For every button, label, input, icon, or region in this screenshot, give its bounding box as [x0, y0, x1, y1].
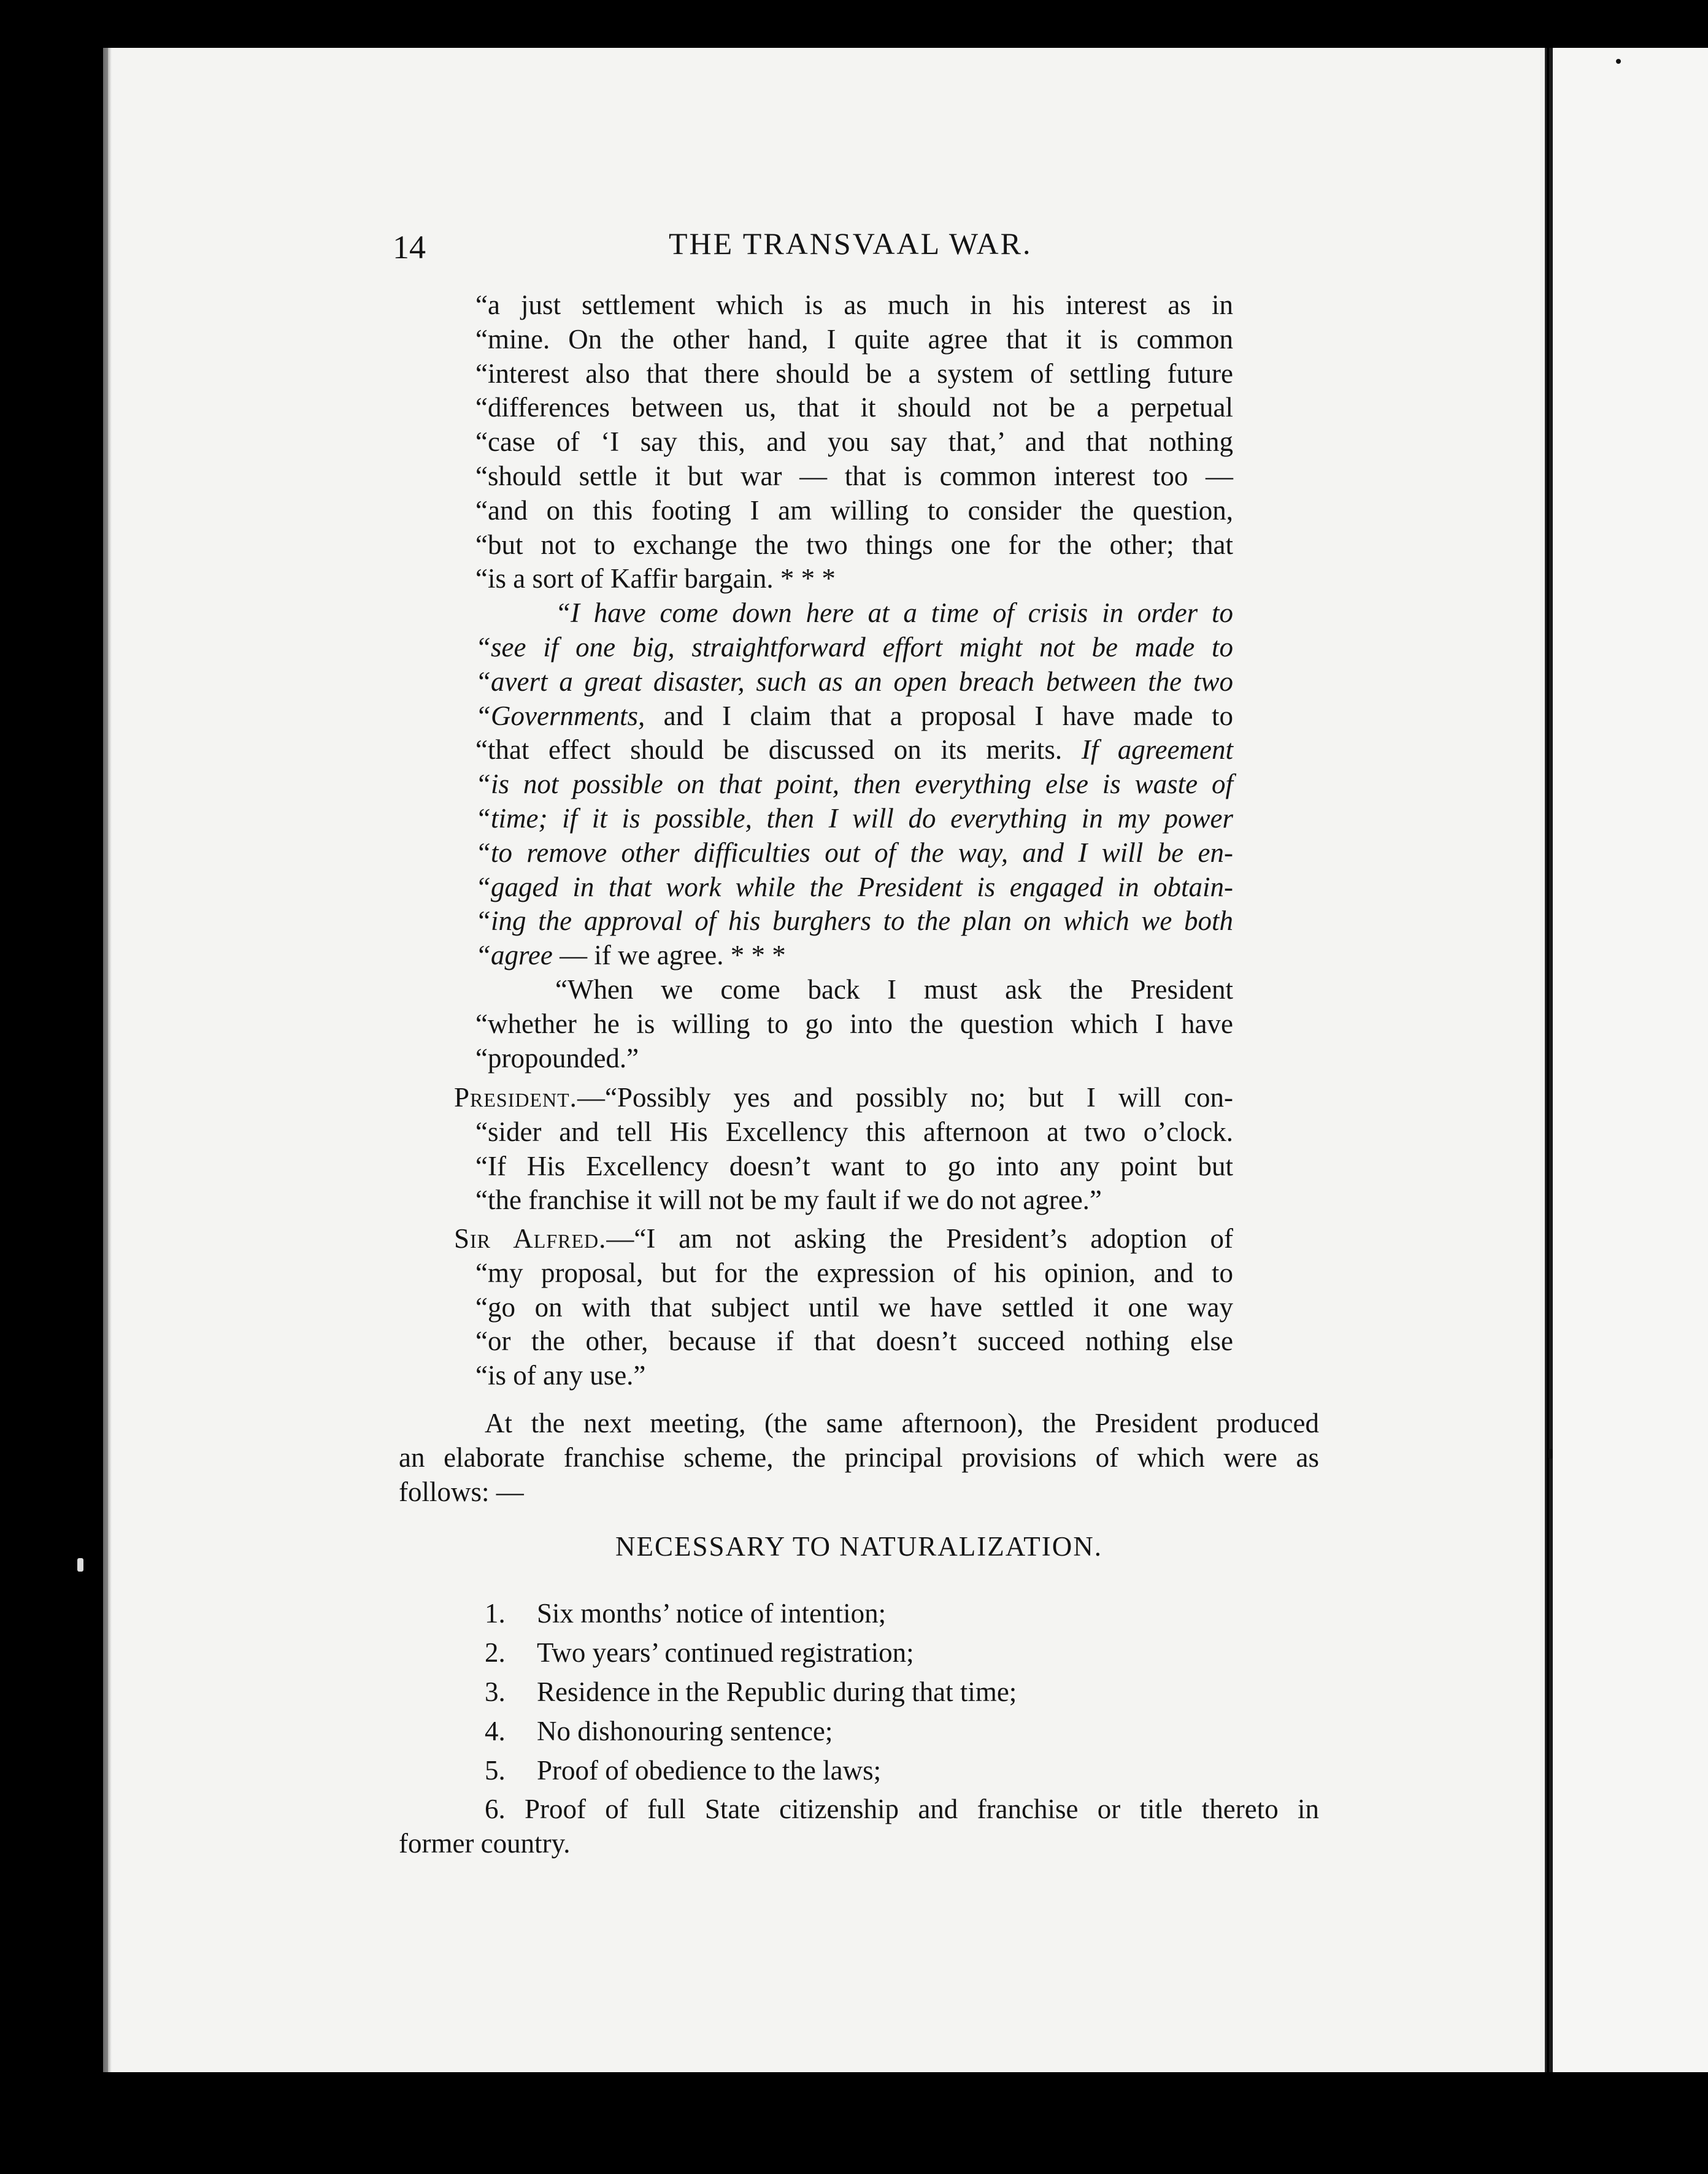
text-line: 6. Proof of full State citizenship and franchise or title thereto in	[485, 1794, 1319, 1824]
text-line: “ing the approval of his burghers to the plan on which we both	[475, 905, 1233, 937]
text-line: “whether he is willing to go into the question which I have	[475, 1008, 1233, 1039]
sir-alfred-reply	[454, 1222, 1233, 1393]
list-item	[485, 1672, 1017, 1711]
text-line: “should settle it but war — that is common interest too —	[475, 460, 1233, 491]
item-text: Six months’ notice of intention;	[537, 1598, 887, 1629]
section-heading: NECESSARY TO NATURALIZATION.	[615, 1531, 1102, 1562]
text-line	[475, 699, 1233, 734]
speaker-name: President.	[454, 1082, 577, 1113]
speaker-name: Sir Alfred.	[454, 1223, 607, 1254]
meeting-paragraph	[399, 1405, 1319, 1507]
text-line: “the franchise it will not be my fault if we do not agree.”	[475, 1185, 1102, 1216]
list-item	[485, 1633, 1017, 1672]
item-text: Two years’ continued registration;	[537, 1637, 914, 1668]
text-line: At the next meeting, (the same afternoon), the President produced	[485, 1408, 1319, 1438]
italic-text: “Governments,	[475, 700, 645, 731]
text-line: “a just settlement which is as much in his interest as in	[475, 290, 1233, 320]
roman-text: and I claim that a proposal I have made to	[645, 700, 1233, 731]
ink-speck	[77, 1558, 83, 1572]
text-line: “or the other, because if that doesn’t succeed nothing else	[475, 1326, 1233, 1357]
roman-text: “that effect should be discussed on its merits.	[475, 734, 1082, 766]
provisions-list	[485, 1594, 1017, 1790]
roman-text: — if we agree. * * *	[552, 940, 786, 971]
text-line: “case of ‘I say this, and you say that,’ and that nothing	[475, 426, 1233, 458]
text-line: “I have come down here at a time of crisis in order to	[555, 597, 1233, 629]
text-line: “but not to exchange the two things one for the other; that	[475, 529, 1233, 560]
president-reply	[454, 1081, 1233, 1218]
italic-text: If agreement	[1081, 734, 1234, 766]
item-number: 3.	[485, 1677, 506, 1707]
page-gutter	[1540, 48, 1547, 2072]
text-line: “differences between us, that it should not be a perpetual	[475, 392, 1233, 423]
ink-speck	[1616, 59, 1621, 64]
item-text: No dishonouring sentence;	[537, 1716, 833, 1746]
roman-text: —“Possibly yes and possibly no; but I will con-	[577, 1082, 1233, 1113]
page-number: 14	[393, 229, 426, 266]
list-item	[485, 1751, 1017, 1790]
text-line: “mine. On the other hand, I quite agree that it is common	[475, 323, 1233, 355]
text-line: “avert a great disaster, such as an open breach between the two	[475, 666, 1233, 697]
text-line: follows: —	[399, 1476, 524, 1507]
facing-page-edge	[1549, 48, 1708, 2072]
quoted-speech	[475, 288, 1233, 1075]
text-line	[454, 1222, 1233, 1256]
provision-six	[399, 1790, 1319, 1859]
item-number: 5.	[485, 1755, 506, 1786]
running-title: THE TRANSVAAL WAR.	[669, 226, 1033, 261]
text-line: “is a sort of Kaffir bargain. * * *	[475, 563, 836, 594]
text-line	[454, 1081, 1233, 1115]
text-line: “When we come back I must ask the President	[555, 974, 1233, 1005]
text-line: “sider and tell His Excellency this afternoon at two o’clock.	[475, 1116, 1233, 1147]
text-line: “interest also that there should be a system of settling future	[475, 358, 1233, 389]
text-line: “go on with that subject until we have settled it one way	[475, 1291, 1233, 1323]
text-line	[475, 939, 1233, 973]
text-line: “If His Excellency doesn’t want to go into any point but	[475, 1150, 1233, 1181]
text-line: “see if one big, straightforward effort might not be made to	[475, 631, 1233, 663]
text-line	[475, 733, 1233, 767]
item-text: Proof of obedience to the laws;	[537, 1755, 882, 1786]
text-line: “time; if it is possible, then I will do everything in my power	[475, 802, 1233, 834]
text-line: an elaborate franchise scheme, the principal provisions of which were as	[399, 1442, 1319, 1473]
item-number: 2.	[485, 1637, 506, 1668]
page-edge-shadow	[103, 48, 112, 2072]
text-line: former country.	[399, 1827, 571, 1859]
text-line: “to remove other difficulties out of the way, and I will be en-	[475, 837, 1233, 868]
text-line: “propounded.”	[475, 1042, 639, 1074]
italic-text: “agree	[475, 940, 553, 971]
text-line: “is not possible on that point, then everything else is waste of	[475, 769, 1233, 800]
item-number: 4.	[485, 1716, 506, 1746]
item-number: 1.	[485, 1598, 506, 1629]
text-line: “my proposal, but for the expression of his opinion, and to	[475, 1257, 1233, 1288]
text-line: “and on this footing I am willing to consider the question,	[475, 494, 1233, 526]
ink-speck	[1548, 1449, 1553, 1459]
list-item	[485, 1711, 1017, 1751]
list-item	[485, 1594, 1017, 1633]
roman-text: —“I am not asking the President’s adoption of	[606, 1223, 1233, 1254]
item-text: Residence in the Republic during that time;	[537, 1677, 1017, 1707]
text-line: “is of any use.”	[475, 1360, 646, 1391]
text-line: “gaged in that work while the President is engaged in obtain-	[475, 871, 1233, 902]
